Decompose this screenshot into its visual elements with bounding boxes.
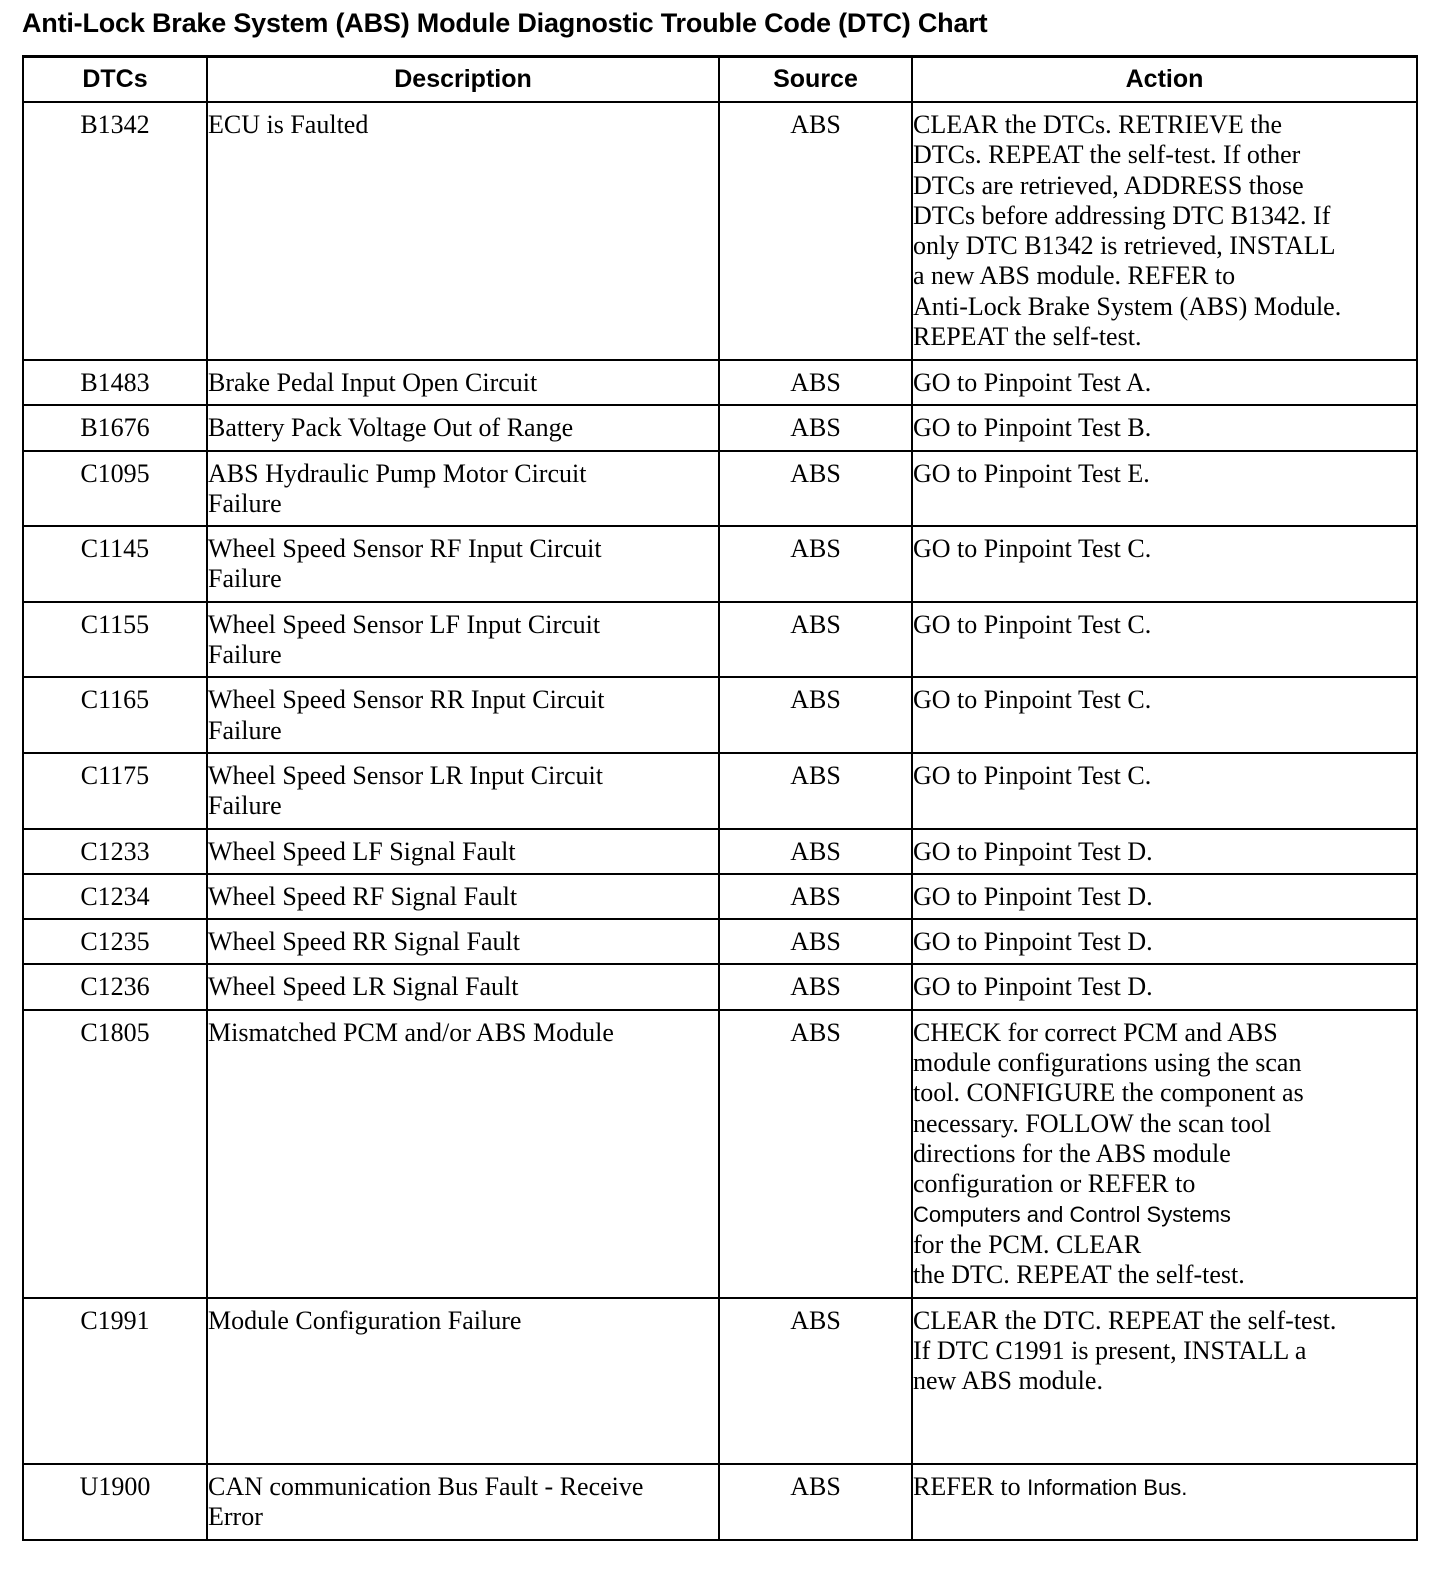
dtc-description: Module Configuration Failure — [207, 1298, 719, 1464]
dtc-action: GO to Pinpoint Test C. — [912, 677, 1417, 753]
dtc-description: ABS Hydraulic Pump Motor Circuit Failure — [207, 451, 719, 527]
dtc-action: GO to Pinpoint Test A. — [912, 360, 1417, 405]
dtc-code: B1342 — [23, 102, 207, 360]
dtc-code: C1155 — [23, 602, 207, 678]
dtc-description: CAN communication Bus Fault - Receive Error — [207, 1464, 719, 1540]
dtc-action: GO to Pinpoint Test D. — [912, 829, 1417, 874]
dtc-source: ABS — [719, 360, 912, 405]
link-information-bus[interactable]: Information Bus. — [1027, 1474, 1188, 1500]
dtc-code: C1165 — [23, 677, 207, 753]
dtc-action: CLEAR the DTC. REPEAT the self-test. If DTC C1991 is present, INSTALL a new ABS module. — [912, 1298, 1417, 1464]
dtc-source: ABS — [719, 1464, 912, 1540]
dtc-code: C1236 — [23, 964, 207, 1009]
dtc-description: Wheel Speed LF Signal Fault — [207, 829, 719, 874]
dtc-code: B1483 — [23, 360, 207, 405]
dtc-description: Wheel Speed RF Signal Fault — [207, 874, 719, 919]
dtc-description: Battery Pack Voltage Out of Range — [207, 405, 719, 450]
dtc-code: U1900 — [23, 1464, 207, 1540]
header-row — [23, 57, 1417, 103]
dtc-code: C1175 — [23, 753, 207, 829]
table-row — [23, 753, 1417, 829]
dtc-description: Wheel Speed Sensor RR Input Circuit Failure — [207, 677, 719, 753]
dtc-source: ABS — [719, 964, 912, 1009]
dtc-action: GO to Pinpoint Test D. — [912, 919, 1417, 964]
dtc-description: Mismatched PCM and/or ABS Module — [207, 1010, 719, 1298]
dtc-code: B1676 — [23, 405, 207, 450]
dtc-code: C1095 — [23, 451, 207, 527]
table-row — [23, 405, 1417, 450]
dtc-action: CHECK for correct PCM and ABS module configurations using the scan tool. CONFIGURE the component as necessary. FOLLOW the scan tool directions for the ABS module configuration or REFER to Computers and Control Systems for the PCM. CLEAR the DTC. REPEAT the self-test. — [912, 1010, 1417, 1298]
dtc-action: GO to Pinpoint Test E. — [912, 451, 1417, 527]
dtc-action: GO to Pinpoint Test C. — [912, 753, 1417, 829]
dtc-description: Brake Pedal Input Open Circuit — [207, 360, 719, 405]
dtc-description: Wheel Speed LR Signal Fault — [207, 964, 719, 1009]
dtc-action: CLEAR the DTCs. RETRIEVE the DTCs. REPEAT the self-test. If other DTCs are retrieved, ADDRESS those DTCs before addressing DTC B1342. If only DTC B1342 is retrieved, INSTALL a new ABS module. REFER to Anti-Lock Brake System (ABS) Module. REPEAT the self-test. — [912, 102, 1417, 360]
dtc-source: ABS — [719, 919, 912, 964]
dtc-source: ABS — [719, 102, 912, 360]
dtc-code: C1805 — [23, 1010, 207, 1298]
dtc-code: C1233 — [23, 829, 207, 874]
dtc-description: Wheel Speed Sensor LF Input Circuit Failure — [207, 602, 719, 678]
table-row — [23, 1010, 1417, 1298]
table-row — [23, 829, 1417, 874]
dtc-source: ABS — [719, 405, 912, 450]
dtc-source: ABS — [719, 1010, 912, 1298]
table-row — [23, 919, 1417, 964]
dtc-source: ABS — [719, 1298, 912, 1464]
dtc-action: GO to Pinpoint Test D. — [912, 874, 1417, 919]
link-computers-and-control-systems[interactable]: Computers and Control Systems — [913, 1201, 1231, 1227]
dtc-action: GO to Pinpoint Test C. — [912, 526, 1417, 602]
table-row — [23, 102, 1417, 360]
dtc-action: REFER to Information Bus. — [912, 1464, 1417, 1540]
dtc-table — [22, 55, 1418, 1541]
table-row — [23, 1298, 1417, 1464]
table-row — [23, 874, 1417, 919]
dtc-action: GO to Pinpoint Test C. — [912, 602, 1417, 678]
header-source: Source — [719, 57, 912, 103]
dtc-source: ABS — [719, 829, 912, 874]
table-row — [23, 360, 1417, 405]
header-dtcs: DTCs — [23, 57, 207, 103]
dtc-code: C1234 — [23, 874, 207, 919]
dtc-code: C1235 — [23, 919, 207, 964]
dtc-source: ABS — [719, 602, 912, 678]
dtc-description: Wheel Speed Sensor RF Input Circuit Failure — [207, 526, 719, 602]
header-description: Description — [207, 57, 719, 103]
dtc-description: Wheel Speed RR Signal Fault — [207, 919, 719, 964]
table-row — [23, 602, 1417, 678]
dtc-action: GO to Pinpoint Test B. — [912, 405, 1417, 450]
header-action: Action — [912, 57, 1417, 103]
dtc-code: C1145 — [23, 526, 207, 602]
dtc-source: ABS — [719, 874, 912, 919]
dtc-description: ECU is Faulted — [207, 102, 719, 360]
dtc-action: GO to Pinpoint Test D. — [912, 964, 1417, 1009]
dtc-source: ABS — [719, 526, 912, 602]
dtc-code: C1991 — [23, 1298, 207, 1464]
table-row — [23, 1464, 1417, 1540]
table-row — [23, 451, 1417, 527]
dtc-description: Wheel Speed Sensor LR Input Circuit Failure — [207, 753, 719, 829]
table-row — [23, 964, 1417, 1009]
dtc-source: ABS — [719, 677, 912, 753]
dtc-source: ABS — [719, 451, 912, 527]
dtc-source: ABS — [719, 753, 912, 829]
page-title: Anti-Lock Brake System (ABS) Module Diagnostic Trouble Code (DTC) Chart — [22, 8, 988, 38]
table-row — [23, 526, 1417, 602]
table-row — [23, 677, 1417, 753]
